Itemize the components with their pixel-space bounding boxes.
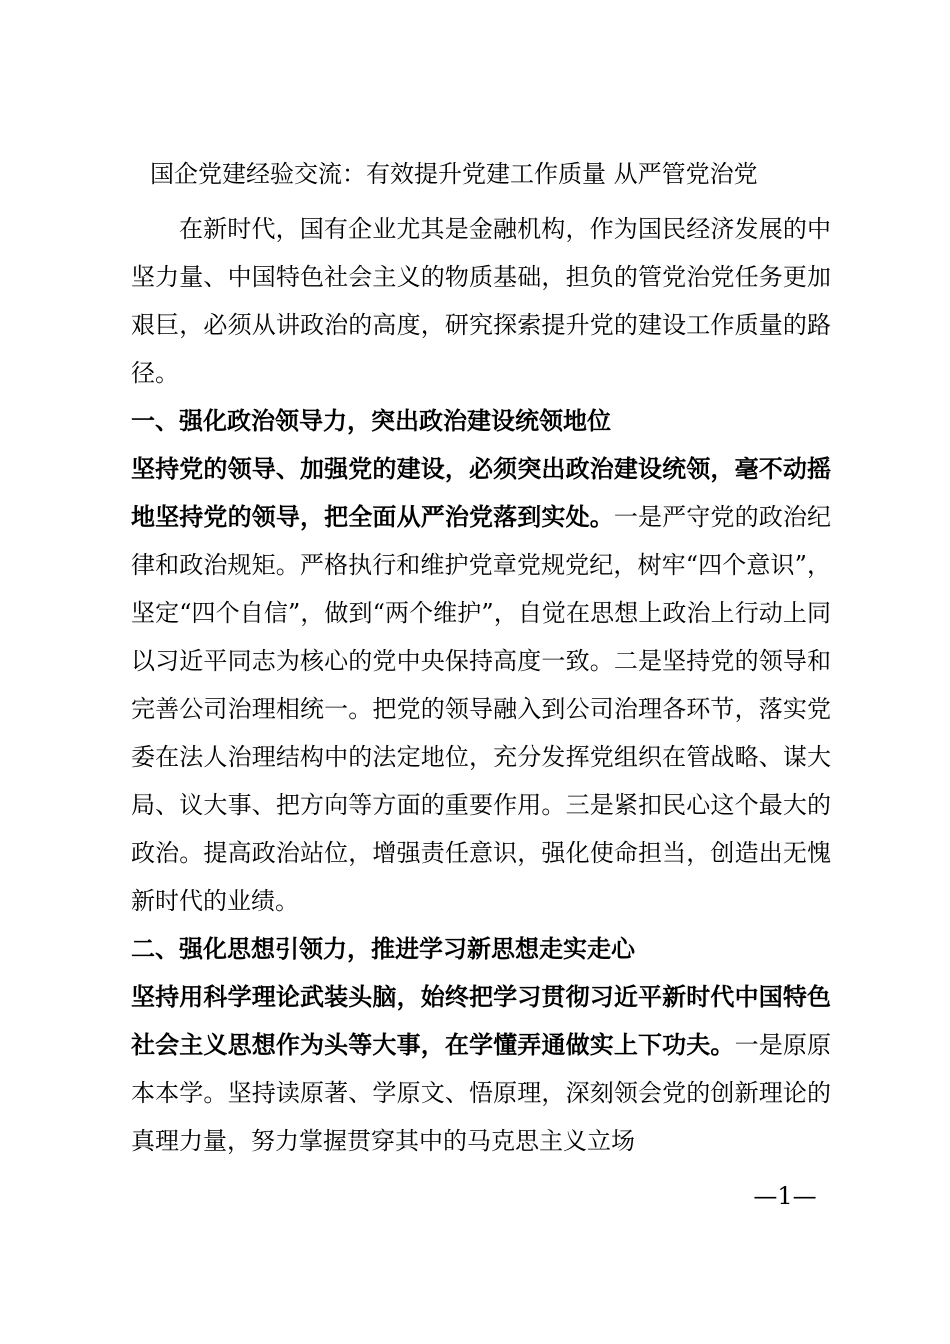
section-1-paragraph	[131, 445, 831, 925]
section-2-lead: 坚持用科学理论武装头脑，始终把学习贯彻习近平新时代中国特色社会主义思想作为头等大事，在学懂弄通做实上下功夫。	[131, 983, 831, 1059]
section-2-heading: 二、强化思想引领力，推进学习新思想走实走心	[131, 935, 635, 963]
section-2-paragraph	[131, 973, 831, 1165]
section-2-body: 一是原原本本学。坚持读原著、学原文、悟原理，深刻领会党的创新理论的真理力量，努力掌握贯穿其中的马克思主义立场	[131, 1031, 832, 1155]
section-1-lead: 坚持党的领导、加强党的建设，必须突出政治建设统领，毫不动摇地坚持党的领导，把全面从严治党落到实处。	[131, 455, 831, 531]
intro-paragraph: 在新时代，国有企业尤其是金融机构，作为国民经济发展的中坚力量、中国特色社会主义的物质基础，担负的管党治党任务更加艰巨，必须从讲政治的高度，研究探索提升党的建设工作质量的路径。	[131, 215, 831, 387]
document-title: 国企党建经验交流：有效提升党建工作质量 从严管党治党	[150, 160, 758, 188]
page-number: —1—	[753, 1182, 817, 1210]
section-1-body: 一是严守党的政治纪律和政治规矩。严格执行和维护党章党规党纪，树牢“四个意识”，坚定“四个自信”，做到“两个维护”，自觉在思想上政治上行动上同以习近平同志为核心的党中央保持高度一致。二是坚持党的领导和完善公司治理相统一。把党的领导融入到公司治理各环节，落实党委在法人治理结构中的法定地位，充分发挥党组织在管战略、谋大局、议大事、把方向等方面的重要作用。三是紧扣民心这个最大的政治。提高政治站位，增强责任意识，强化使命担当，创造出无愧新时代的业绩。	[131, 503, 832, 915]
section-1-heading: 一、强化政治领导力，突出政治建设统领地位	[131, 407, 611, 435]
document-body	[131, 205, 831, 1165]
